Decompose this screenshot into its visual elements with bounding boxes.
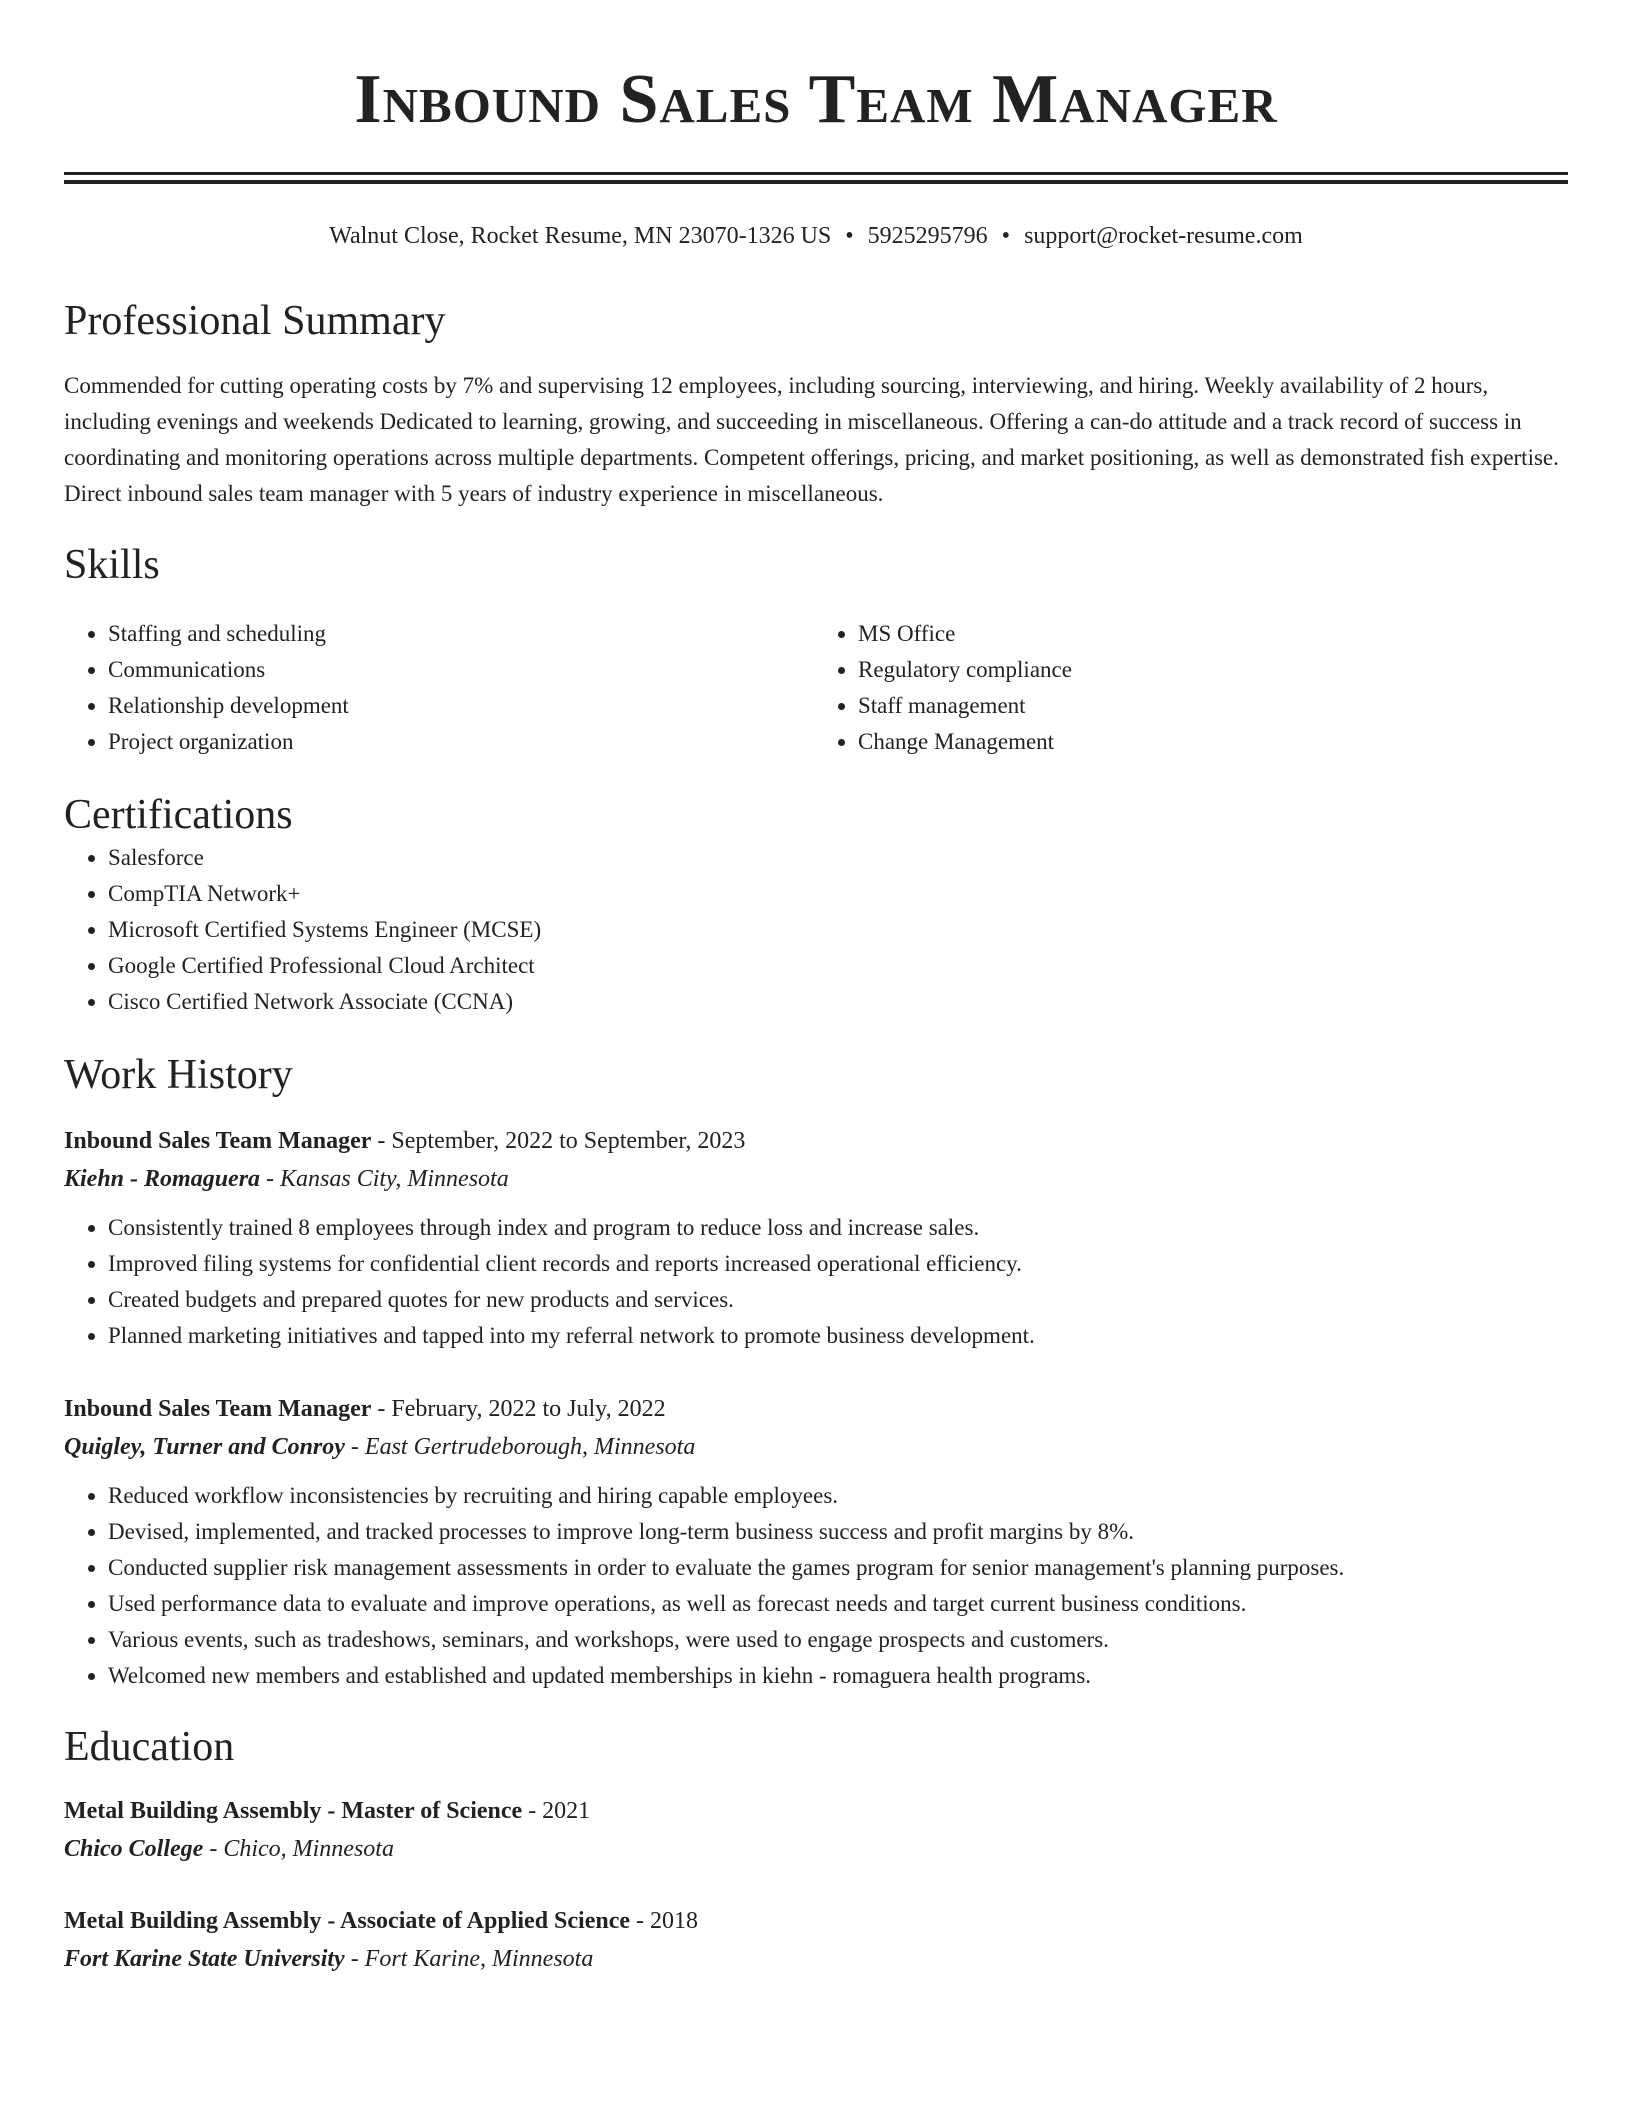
- education-heading: Education: [64, 1724, 235, 1770]
- education-location: - Chico, Minnesota: [203, 1836, 394, 1862]
- job-role: Inbound Sales Team Manager: [64, 1128, 372, 1154]
- job-location: - Kansas City, Minnesota: [260, 1166, 509, 1192]
- certification-item: • Cisco Certified Network Associate (CCNA): [108, 984, 1568, 1020]
- work-history-heading: Work History: [64, 1052, 293, 1098]
- skills-list-left: [64, 616, 816, 760]
- education-school: Chico College: [64, 1836, 204, 1862]
- education-school: Fort Karine State University: [64, 1946, 345, 1972]
- skill-item: • Communications: [108, 652, 816, 688]
- job-header: [64, 1390, 1568, 1428]
- job-location: - East Gertrudeborough, Minnesota: [344, 1434, 696, 1460]
- header-double-rule: [64, 172, 1568, 184]
- education-location: - Fort Karine, Minnesota: [344, 1946, 594, 1972]
- job-bullet: • Various events, such as tradeshows, seminars, and workshops, were used to engage prospects and customers.: [108, 1622, 1568, 1658]
- candidate-name: Inbound Sales Team Manager: [354, 61, 1278, 138]
- job-header: [64, 1122, 1568, 1160]
- certification-item: • Salesforce: [108, 840, 1568, 876]
- job-bullet: • Improved filing systems for confidential client records and reports increased operational efficiency.: [108, 1246, 1568, 1282]
- certification-item: • Google Certified Professional Cloud Architect: [108, 948, 1568, 984]
- education-entry: [64, 1902, 1568, 1978]
- job-bullet: • Reduced workflow inconsistencies by recruiting and hiring capable employees.: [108, 1478, 1568, 1514]
- education-entry: [64, 1792, 1568, 1868]
- education-year: - 2021: [522, 1798, 591, 1824]
- certification-item: • CompTIA Network+: [108, 876, 1568, 912]
- education-header: [64, 1792, 1568, 1830]
- job-dates: - September, 2022 to September, 2023: [371, 1128, 746, 1154]
- job-employer-line: [64, 1160, 1568, 1198]
- contact-separator: •: [845, 223, 854, 249]
- skill-item: • Regulatory compliance: [858, 652, 1568, 688]
- job-entry: [64, 1122, 1568, 1354]
- skill-item: • Relationship development: [108, 688, 816, 724]
- job-company: Kiehn - Romaguera: [64, 1166, 261, 1192]
- contact-phone: 5925295796: [867, 223, 988, 249]
- skill-item: • Staff management: [858, 688, 1568, 724]
- skill-item: • Change Management: [858, 724, 1568, 760]
- skills-heading: Skills: [64, 542, 160, 588]
- skills-column-left: [64, 616, 816, 760]
- education-year: - 2018: [630, 1908, 699, 1934]
- job-bullet: • Consistently trained 8 employees through index and program to reduce loss and increase sales.: [108, 1210, 1568, 1246]
- education-degree: Metal Building Assembly - Associate of Applied Science: [64, 1908, 631, 1934]
- contact-line: [64, 220, 1568, 252]
- skills-grid: [64, 616, 1568, 760]
- job-bullets: [64, 1478, 1568, 1694]
- job-company: Quigley, Turner and Conroy: [64, 1434, 345, 1460]
- job-role: Inbound Sales Team Manager: [64, 1396, 372, 1422]
- summary-text: Commended for cutting operating costs by 7% and supervising 12 employees, including sourcing, interviewing, and hiring. Weekly availability of 2 hours, including evenings and weekends Dedicated to learning, growing, and succeeding in miscellaneous. Offering a can-do attitude and a track record of success in coordinating and monitoring operations across multiple departments. Competent offerings, pricing, and market positioning, as well as demonstrated fish expertise. Direct inbound sales team manager with 5 years of industry experience in miscellaneous.: [64, 373, 1559, 506]
- job-bullets: [64, 1210, 1568, 1354]
- job-bullet: • Created budgets and prepared quotes for new products and services.: [108, 1282, 1568, 1318]
- job-bullet: • Used performance data to evaluate and improve operations, as well as forecast needs and target current business conditions.: [108, 1586, 1568, 1622]
- contact-address: Walnut Close, Rocket Resume, MN 23070-1326 US: [329, 223, 832, 249]
- education-degree: Metal Building Assembly - Master of Science: [64, 1798, 523, 1824]
- skills-list-right: [816, 616, 1568, 760]
- skill-item: • Project organization: [108, 724, 816, 760]
- job-bullet: • Conducted supplier risk management assessments in order to evaluate the games program for senior management's planning purposes.: [108, 1550, 1568, 1586]
- education-school-line: [64, 1940, 1568, 1978]
- job-bullet: • Welcomed new members and established and updated memberships in kiehn - romaguera health programs.: [108, 1658, 1568, 1694]
- education-header: [64, 1902, 1568, 1940]
- certification-item: • Microsoft Certified Systems Engineer (MCSE): [108, 912, 1568, 948]
- contact-separator: •: [1001, 223, 1011, 249]
- job-entry: [64, 1390, 1568, 1694]
- job-bullet: • Devised, implemented, and tracked processes to improve long-term business success and profit margins by 8%.: [108, 1514, 1568, 1550]
- education-school-line: [64, 1830, 1568, 1868]
- certifications-list: [64, 840, 1568, 1020]
- summary-heading: Professional Summary: [64, 298, 446, 344]
- skill-item: • Staffing and scheduling: [108, 616, 816, 652]
- contact-email: support@rocket-resume.com: [1024, 223, 1303, 249]
- skill-item: • MS Office: [858, 616, 1568, 652]
- job-dates: - February, 2022 to July, 2022: [371, 1396, 666, 1422]
- certifications-heading: Certifications: [64, 792, 293, 838]
- job-employer-line: [64, 1428, 1568, 1466]
- skills-column-right: [816, 616, 1568, 760]
- job-bullet: • Planned marketing initiatives and tapped into my referral network to promote business development.: [108, 1318, 1568, 1354]
